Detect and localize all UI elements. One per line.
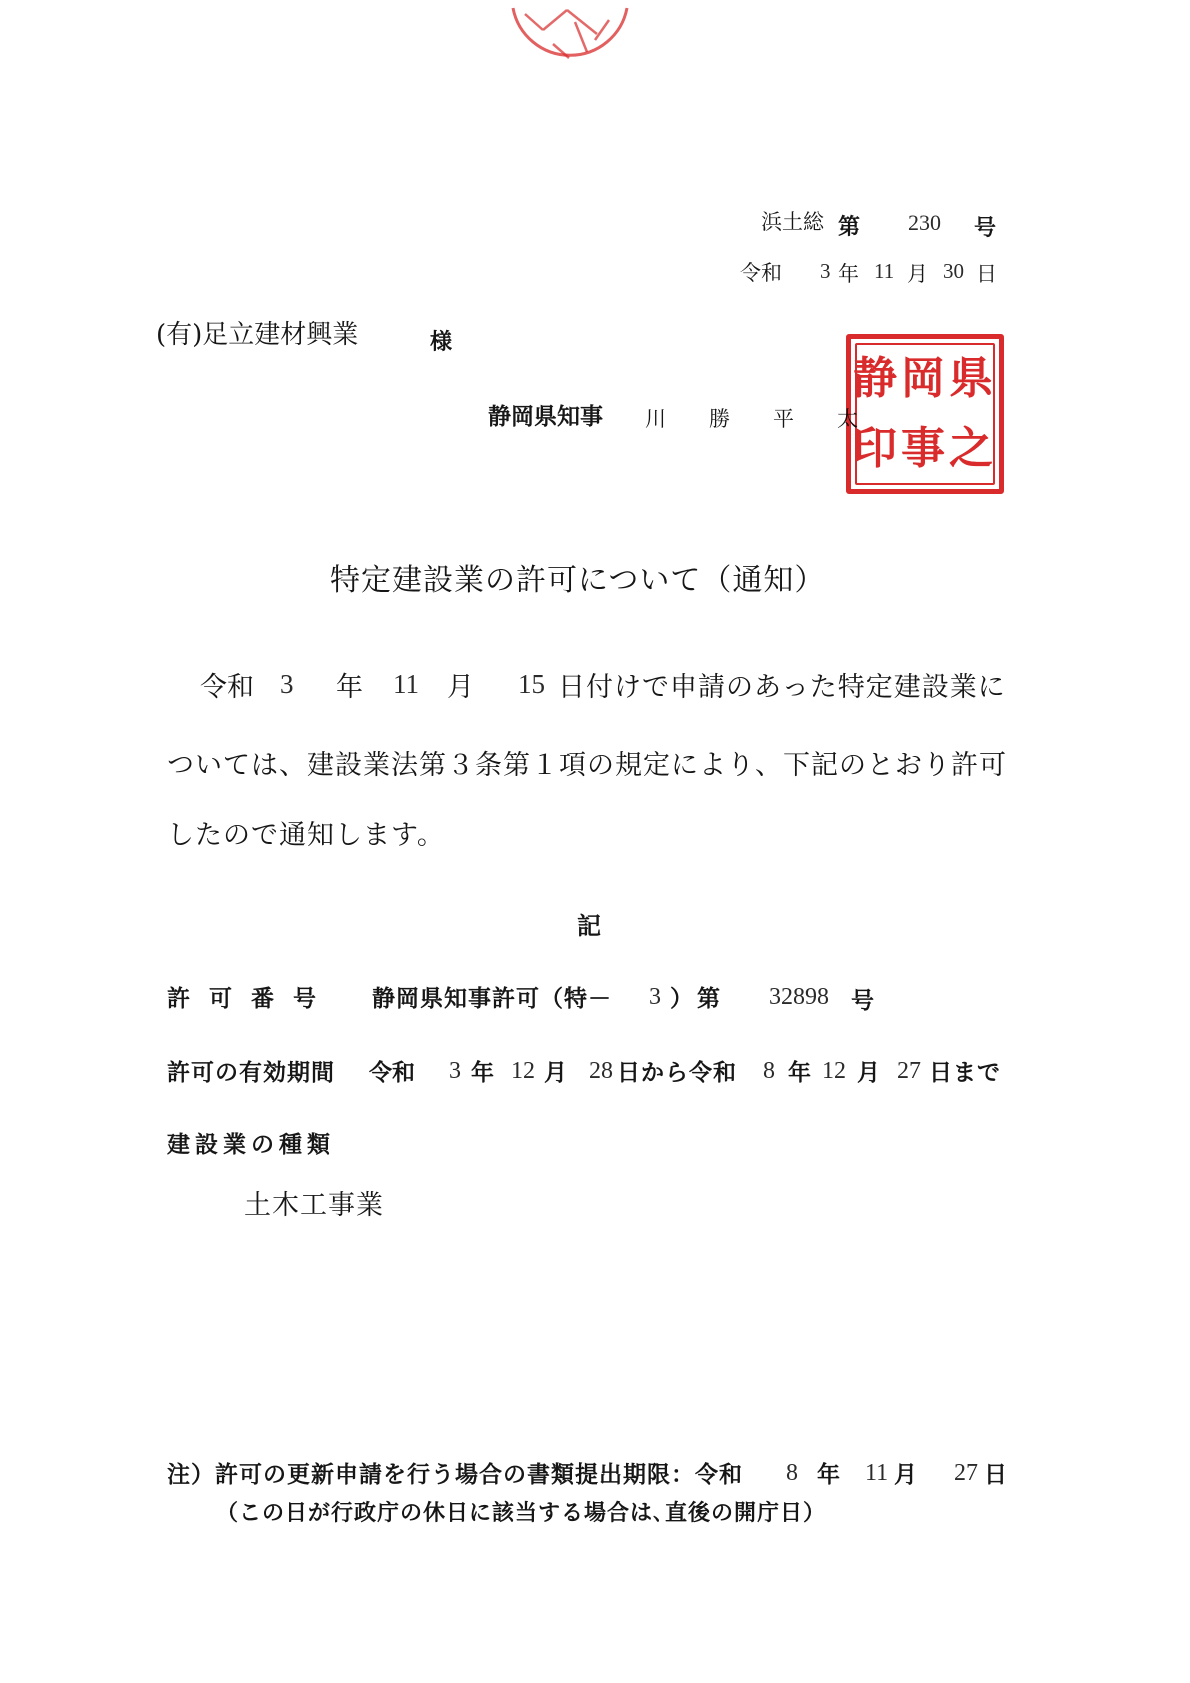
permit-number-label: 許可番号 xyxy=(167,986,335,1012)
validity-end-month: 12 xyxy=(822,1058,846,1084)
validity-start-year: 3 xyxy=(449,1058,461,1084)
note-year: 8 xyxy=(786,1460,798,1486)
record-heading: 記 xyxy=(577,912,601,940)
body-month: 11 xyxy=(393,669,419,699)
body-line2-text: ついては、建設業法第３条第１項の規定により、下記のとおり許可 xyxy=(167,750,1007,781)
document-title: 特定建設業の許可について（通知） xyxy=(330,563,826,598)
validity-end-day: 27 xyxy=(897,1058,921,1084)
validity-end-suffix: 日まで xyxy=(929,1060,1001,1086)
body-line1-text: 日付けで申請のあった特定建設業に xyxy=(558,672,1006,703)
body-month-unit: 月 xyxy=(447,672,474,703)
validity-end-month-unit: 月 xyxy=(857,1060,880,1086)
body-year-unit: 年 xyxy=(336,672,363,703)
reference-go: 号 xyxy=(974,216,997,241)
validity-end-year-unit: 年 xyxy=(788,1060,811,1086)
issue-date-year-unit: 年 xyxy=(838,262,859,286)
validity-end-year: 8 xyxy=(763,1058,775,1084)
seal-inner-border xyxy=(855,343,995,485)
note-year-unit: 年 xyxy=(817,1462,840,1488)
body-era: 令和 xyxy=(200,672,254,703)
body-line3-text: したので通知します。 xyxy=(167,820,445,851)
business-type-value: 土木工事業 xyxy=(244,1190,384,1221)
addressee-honorific: 様 xyxy=(430,330,453,355)
issue-date-year: 3 xyxy=(820,259,831,283)
note-line2-text: （この日が行政庁の休日に該当する場合は､直後の開庁日） xyxy=(216,1501,827,1526)
permit-number-suffix: 号 xyxy=(851,988,874,1014)
permit-number-prefix: 静岡県知事許可（特－ xyxy=(372,986,612,1012)
governor-seal xyxy=(846,334,1004,494)
reference-office: 浜土総 xyxy=(761,210,824,234)
permit-grade: 3 xyxy=(649,984,661,1010)
body-year: 3 xyxy=(280,669,294,699)
note-day: 27 xyxy=(954,1460,978,1486)
note-month-unit: 月 xyxy=(894,1462,917,1488)
validity-connector: 日から令和 xyxy=(617,1060,737,1086)
note-day-unit: 日 xyxy=(984,1462,1007,1488)
validity-label: 許可の有効期間 xyxy=(167,1060,335,1086)
addressee-name: (有)足立建材興業 xyxy=(156,320,359,350)
reference-dai: 第 xyxy=(838,215,861,240)
note-line1-text: 注）許可の更新申請を行う場合の書類提出期限：令和 xyxy=(167,1462,743,1488)
permit-number-mid: ）第 xyxy=(670,986,724,1012)
seal-glyph-row: 印事之 xyxy=(853,423,997,474)
issue-date-month: 11 xyxy=(874,259,895,283)
permit-number-value: 32898 xyxy=(769,984,829,1010)
partial-stamp-top xyxy=(505,0,635,70)
issue-date-era: 令和 xyxy=(740,261,782,285)
sender-name: 川勝平太 xyxy=(645,407,901,431)
issue-date-month-unit: 月 xyxy=(907,262,928,286)
sender-title: 静岡県知事 xyxy=(488,404,603,430)
validity-start-year-unit: 年 xyxy=(471,1060,494,1086)
validity-start-month-unit: 月 xyxy=(544,1060,567,1086)
note-month: 11 xyxy=(865,1460,889,1486)
body-day: 15 xyxy=(518,669,545,699)
validity-start-month: 12 xyxy=(511,1058,535,1084)
business-type-label: 建設業の種類 xyxy=(167,1132,335,1158)
validity-start-era: 令和 xyxy=(369,1060,415,1086)
seal-glyph-row: 静岡県 xyxy=(853,353,997,404)
issue-date-day-unit: 日 xyxy=(976,262,997,286)
validity-start-day: 28 xyxy=(589,1058,613,1084)
reference-number: 230 xyxy=(908,210,941,235)
issue-date-day: 30 xyxy=(943,259,964,283)
